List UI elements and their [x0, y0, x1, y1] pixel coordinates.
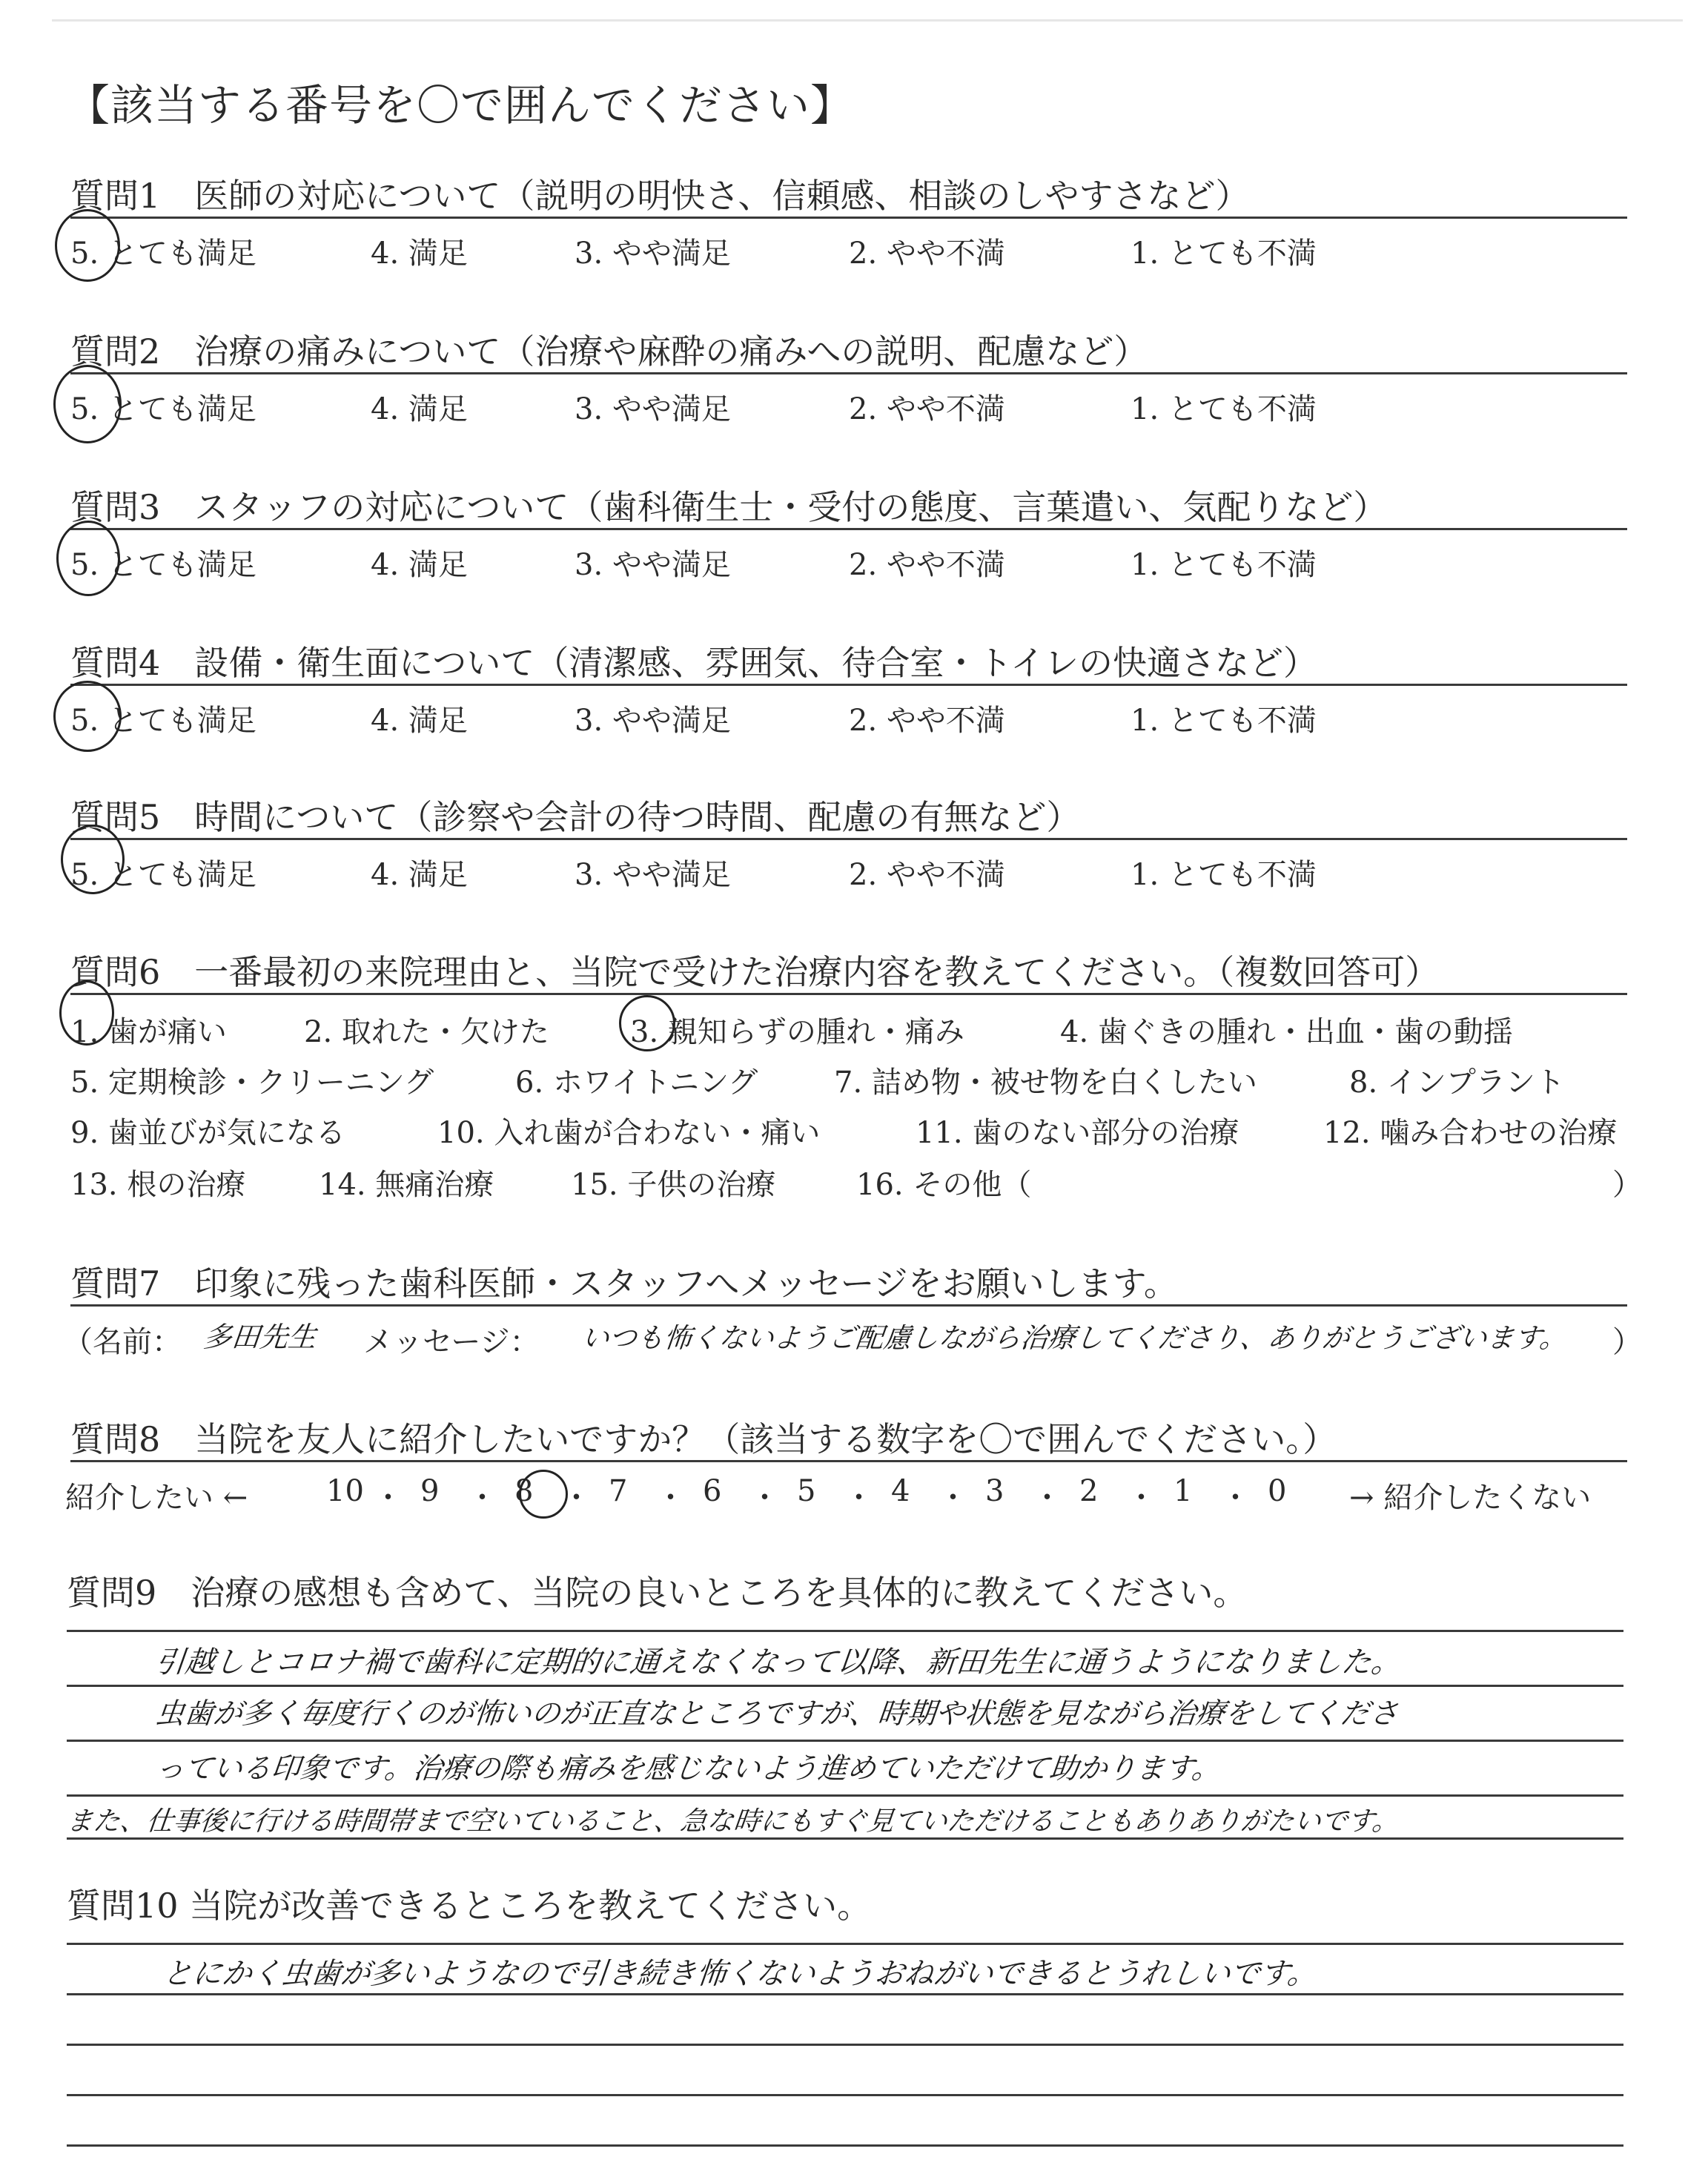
q5-selection-circle [61, 825, 125, 894]
q6-option-14[interactable]: 14. 無痛治療 [319, 1168, 494, 1202]
q7-underline [70, 1304, 1627, 1307]
q1-selection-circle [55, 209, 120, 282]
q6-underline [70, 993, 1627, 995]
q6-other-close: ） [1612, 1168, 1642, 1202]
q1-underline [70, 217, 1627, 219]
q8-number-2[interactable]: 2 [1079, 1474, 1099, 1508]
q10-line-0 [67, 1943, 1623, 1945]
q8-separator: ・ [467, 1481, 497, 1515]
page-title: 【該当する番号を〇で囲んでください】 [67, 80, 855, 131]
q1-option-4[interactable]: 4. 満足 [371, 237, 468, 271]
q2-underline [70, 372, 1627, 374]
q5-option-2[interactable]: 2. やや不満 [849, 858, 1005, 892]
q7-name-label: （名前： [63, 1325, 182, 1359]
q7-message-label: メッセージ： [363, 1325, 540, 1359]
q1-option-2[interactable]: 2. やや不満 [849, 237, 1005, 271]
q8-separator: ・ [561, 1481, 592, 1515]
q6-option-1[interactable]: 1. 歯が痛い [70, 1015, 227, 1049]
q8-number-6[interactable]: 6 [703, 1474, 722, 1508]
q8-number-9[interactable]: 9 [420, 1474, 440, 1508]
q8-number-10[interactable]: 10 [326, 1474, 364, 1508]
question-1: 質問1 医師の対応について（説明の明快さ、信頼感、相談のしやすさなど） [70, 176, 1250, 216]
q4-selection-circle [53, 681, 122, 752]
q8-separator: ・ [938, 1481, 968, 1515]
q2-option-1[interactable]: 1. とても不満 [1131, 392, 1317, 426]
q9-line-0 [67, 1630, 1623, 1632]
question-4: 質問4 設備・衛生面について（清潔感、雰囲気、待合室・トイレの快適さなど） [70, 643, 1318, 683]
question-5: 質問5 時間について（診察や会計の待つ時間、配慮の有無など） [70, 797, 1081, 837]
question-9: 質問9 治療の感想も含めて、当院の良いところを具体的に教えてください。 [67, 1573, 1248, 1613]
q4-option-1[interactable]: 1. とても不満 [1131, 704, 1317, 738]
top-edge-line [52, 19, 1683, 22]
q8-separator: ・ [749, 1481, 780, 1515]
q1-option-1[interactable]: 1. とても不満 [1131, 237, 1317, 271]
q9-answer-line-1[interactable]: 引越しとコロナ禍で歯科に定期的に通えなくなって以降、新田先生に通うようになりました。 [153, 1645, 1403, 1680]
q8-number-4[interactable]: 4 [891, 1474, 910, 1508]
q6-option-16[interactable]: 16. その他（ [856, 1168, 1032, 1202]
q2-selection-circle [53, 365, 122, 443]
q6-option-9[interactable]: 9. 歯並びが気になる [70, 1116, 345, 1150]
question-2: 質問2 治療の痛みについて（治療や麻酔の痛みへの説明、配慮など） [70, 331, 1148, 371]
q3-selection-circle [56, 521, 120, 596]
q8-separator: ・ [1126, 1481, 1156, 1515]
q6-selection-circle-1 [59, 980, 114, 1046]
q10-line-4 [67, 2144, 1623, 2147]
q6-option-2[interactable]: 2. 取れた・欠けた [304, 1015, 549, 1049]
q5-option-4[interactable]: 4. 満足 [371, 858, 468, 892]
q3-option-5[interactable]: 5. とても満足 [70, 548, 256, 582]
q9-answer-line-2[interactable]: 虫歯が多く毎度行くのが怖いのが正直なところですが、時期や状態を見ながら治療をしてくださ [153, 1697, 1400, 1731]
q8-number-1[interactable]: 1 [1174, 1474, 1193, 1508]
q5-underline [70, 838, 1627, 840]
q8-separator: ・ [1032, 1481, 1062, 1515]
q4-option-4[interactable]: 4. 満足 [371, 704, 468, 738]
q6-option-12[interactable]: 12. 噛み合わせの治療 [1323, 1116, 1618, 1150]
q8-separator: ・ [1220, 1481, 1251, 1515]
q5-option-3[interactable]: 3. やや満足 [575, 858, 731, 892]
q8-underline [70, 1460, 1627, 1462]
question-6: 質問6 一番最初の来院理由と、当院で受けた治療内容を教えてください。（複数回答可） [70, 952, 1440, 992]
q8-number-8[interactable]: 8 [514, 1474, 534, 1508]
q8-number-0[interactable]: 0 [1268, 1474, 1287, 1508]
q7-form-close: ） [1612, 1325, 1642, 1359]
q10-answer-line-1[interactable]: とにかく虫歯が多いようなので引き続き怖くないようおねがいできるとうれしいです。 [161, 1957, 1319, 1991]
q1-option-3[interactable]: 3. やや満足 [575, 237, 731, 271]
q6-option-10[interactable]: 10. 入れ歯が合わない・痛い [437, 1116, 821, 1150]
q9-answer-line-4[interactable]: また、仕事後に行ける時間帯まで空いていること、急な時にもすぐ見ていただけることもありありがたいです。 [64, 1806, 1400, 1837]
q3-option-1[interactable]: 1. とても不満 [1131, 548, 1317, 582]
q8-right-label: → 紹介したくない [1349, 1481, 1592, 1515]
question-7: 質問7 印象に残った歯科医師・スタッフへメッセージをお願いします。 [70, 1264, 1178, 1304]
q9-line-1 [67, 1685, 1623, 1687]
q3-option-2[interactable]: 2. やや不満 [849, 548, 1005, 582]
q9-line-2 [67, 1740, 1623, 1742]
q10-line-1 [67, 1993, 1623, 1995]
q4-option-2[interactable]: 2. やや不満 [849, 704, 1005, 738]
q10-line-2 [67, 2044, 1623, 2046]
question-3: 質問3 スタッフの対応について（歯科衛生士・受付の態度、言葉遣い、気配りなど） [70, 487, 1388, 527]
q6-option-15[interactable]: 15. 子供の治療 [571, 1168, 776, 1202]
q5-option-5[interactable]: 5. とても満足 [70, 858, 256, 892]
q3-option-4[interactable]: 4. 満足 [371, 548, 468, 582]
q10-line-3 [67, 2094, 1623, 2096]
q4-option-5[interactable]: 5. とても満足 [70, 704, 256, 738]
q2-option-4[interactable]: 4. 満足 [371, 392, 468, 426]
q6-option-4[interactable]: 4. 歯ぐきの腫れ・出血・歯の動揺 [1060, 1015, 1513, 1049]
q8-separator: ・ [655, 1481, 686, 1515]
q8-separator: ・ [373, 1481, 403, 1515]
question-8: 質問8 当院を友人に紹介したいですか？（該当する数字を〇で囲んでください。） [70, 1419, 1337, 1459]
q6-option-3[interactable]: 3. 親知らずの腫れ・痛み [630, 1015, 964, 1049]
q1-option-5[interactable]: 5. とても満足 [70, 237, 256, 271]
q9-line-3 [67, 1794, 1623, 1797]
q2-option-5[interactable]: 5. とても満足 [70, 392, 256, 426]
q3-underline [70, 528, 1627, 530]
q8-left-label: 紹介したい ← [65, 1481, 248, 1515]
q3-option-3[interactable]: 3. やや満足 [575, 548, 731, 582]
q8-separator: ・ [844, 1481, 874, 1515]
q8-number-5[interactable]: 5 [797, 1474, 816, 1508]
q9-answer-line-3[interactable]: っている印象です。治療の際も痛みを感じないよう進めていただけて助かります。 [153, 1752, 1222, 1786]
q6-option-8[interactable]: 8. インプラント [1349, 1066, 1565, 1100]
q4-option-3[interactable]: 3. やや満足 [575, 704, 731, 738]
q7-message-value[interactable]: いつも怖くないようご配慮しながら治療してくださり、ありがとうございます。 [580, 1322, 1569, 1354]
q4-underline [70, 684, 1627, 686]
q8-selection-circle [519, 1470, 568, 1519]
q6-option-7[interactable]: 7. 詰め物・被せ物を白くしたい [834, 1066, 1257, 1100]
q6-selection-circle-3 [619, 995, 675, 1051]
question-10: 質問10 当院が改善できるところを教えてください。 [67, 1886, 872, 1926]
q2-option-3[interactable]: 3. やや満足 [575, 392, 731, 426]
q6-option-11[interactable]: 11. 歯のない部分の治療 [916, 1116, 1239, 1150]
q7-name-value[interactable]: 多田先生 [202, 1321, 318, 1353]
q6-option-6[interactable]: 6. ホワイトニング [515, 1066, 758, 1100]
q2-option-2[interactable]: 2. やや不満 [849, 392, 1005, 426]
q6-option-13[interactable]: 13. 根の治療 [70, 1168, 246, 1202]
q8-number-7[interactable]: 7 [609, 1474, 628, 1508]
q8-number-3[interactable]: 3 [985, 1474, 1004, 1508]
q6-option-5[interactable]: 5. 定期検診・クリーニング [70, 1066, 434, 1100]
q5-option-1[interactable]: 1. とても不満 [1131, 858, 1317, 892]
